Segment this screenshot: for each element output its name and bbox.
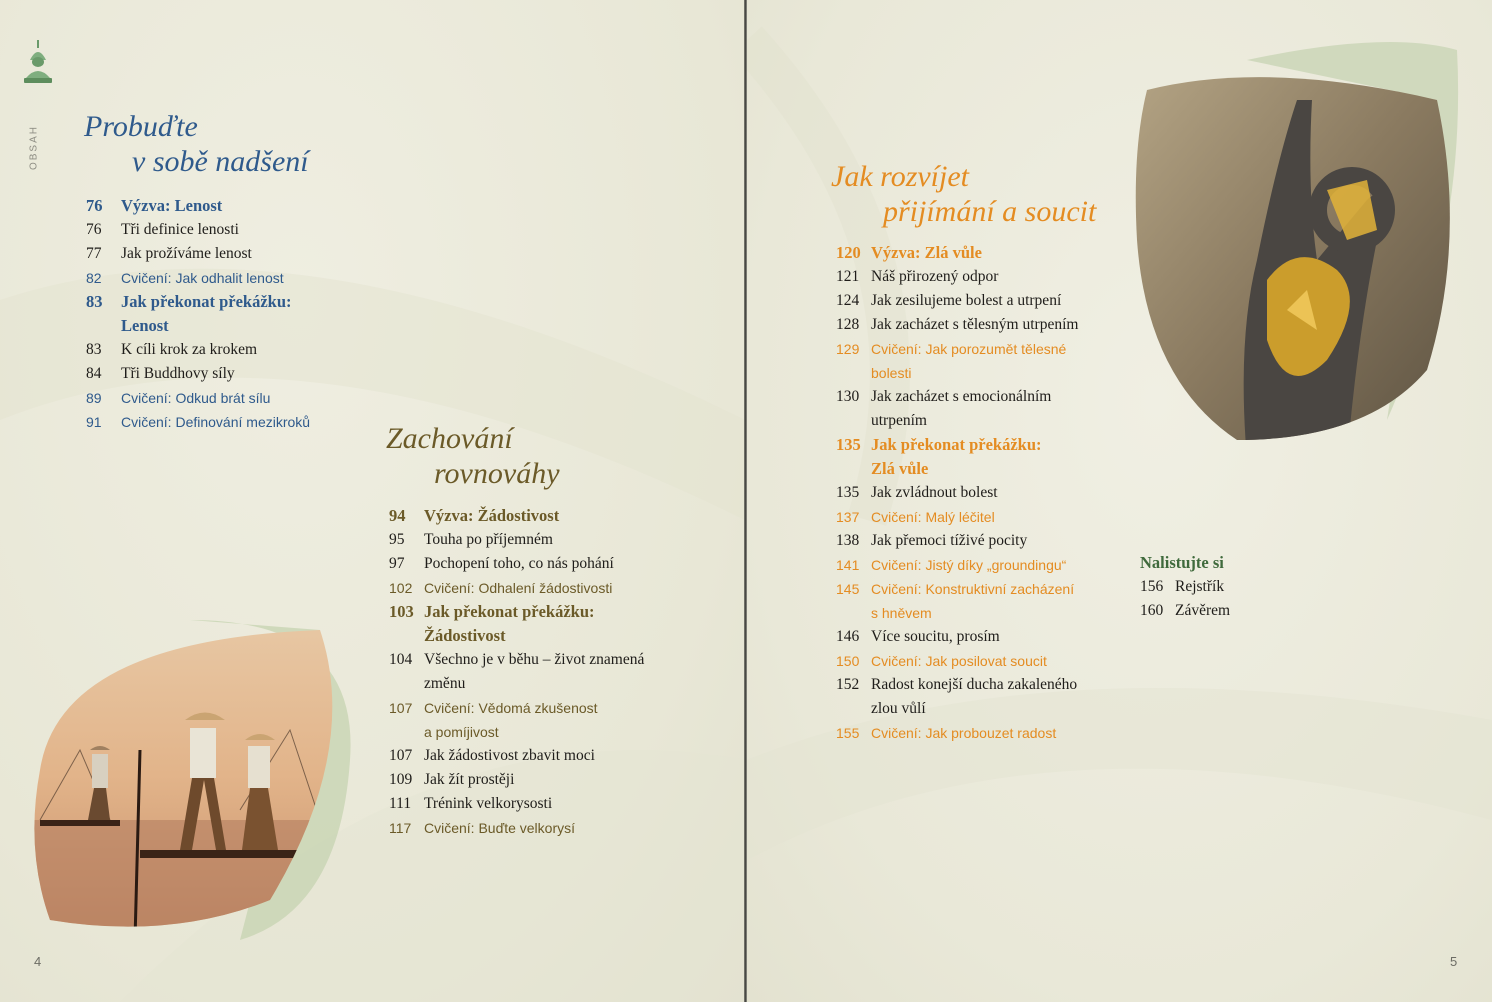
toc-page-number: 94: [389, 506, 406, 525]
toc-page-number: 84: [86, 365, 102, 382]
toc-page-number: 77: [86, 245, 102, 262]
toc-entry-title: zlou vůlí: [871, 700, 926, 717]
toc-page-number: 156: [1140, 578, 1164, 595]
toc-list-compassion: [836, 241, 1126, 745]
toc-entry: [86, 314, 386, 338]
toc-entry: [836, 481, 1126, 505]
toc-entry-title: Pochopení toho, co nás pohání: [424, 555, 614, 572]
toc-entry: [836, 361, 1126, 385]
toc-page-number: 109: [389, 771, 413, 788]
toc-entry: [389, 720, 719, 744]
toc-page-number: 138: [836, 532, 860, 549]
toc-page-number: 83: [86, 292, 103, 311]
toc-page-number: 107: [389, 747, 413, 764]
toc-entry: [389, 816, 719, 840]
toc-entry: [836, 457, 1126, 481]
toc-page-number: 89: [86, 390, 102, 406]
section-title-line2: přijímání a soucit: [883, 194, 1097, 228]
toc-page-number: 130: [836, 388, 860, 405]
toc-entry-title: změnu: [424, 675, 466, 692]
toc-entry-title: Cvičení: Jak odhalit lenost: [121, 270, 284, 286]
toc-page-number: 107: [389, 700, 413, 716]
toc-entry: [389, 504, 719, 528]
toc-entry-title: Lenost: [121, 316, 169, 335]
right-page: [747, 0, 1492, 1002]
toc-entry-title: Jak překonat překážku:: [121, 292, 292, 311]
toc-entry-title: s hněvem: [871, 605, 932, 621]
toc-entry-title: Žádostivost: [424, 626, 506, 645]
toc-entry: [836, 721, 1126, 745]
toc-entry: [836, 577, 1126, 601]
toc-entry-title: a pomíjivost: [424, 724, 499, 740]
toc-list-enthusiasm: [86, 194, 386, 434]
toc-entry-title: Jak překonat překážku:: [871, 435, 1042, 454]
toc-page-number: 135: [836, 435, 861, 454]
toc-entry-title: Cvičení: Jak probouzet radost: [871, 725, 1057, 741]
toc-list-appendix: [1140, 575, 1320, 623]
toc-page-number: 76: [86, 196, 103, 215]
toc-page-number: 160: [1140, 602, 1164, 619]
toc-entry: [86, 266, 386, 290]
toc-page-number: 76: [86, 221, 102, 238]
toc-page-number: 103: [389, 602, 414, 621]
toc-page-number: 128: [836, 316, 860, 333]
toc-entry-title: Jak zacházet s emocionálním: [871, 388, 1052, 405]
toc-entry-title: Více soucitu, prosím: [871, 628, 1000, 645]
toc-entry-title: Výzva: Zlá vůle: [871, 243, 982, 262]
page-number-left: 4: [34, 954, 42, 969]
toc-entry-title: Tři definice lenosti: [121, 221, 239, 238]
toc-entry-title: Cvičení: Vědomá zkušenost: [424, 700, 598, 716]
toc-entry-title: Cvičení: Odhalení žádostivosti: [424, 580, 613, 596]
toc-page-number: 117: [389, 820, 412, 836]
toc-entry-title: Radost konejší ducha zakaleného: [871, 676, 1078, 693]
toc-page-number: 146: [836, 628, 860, 645]
toc-page-number: 104: [389, 651, 413, 668]
toc-entry: [1140, 575, 1320, 599]
toc-entry: [836, 337, 1126, 361]
toc-page-number: 155: [836, 725, 860, 741]
toc-entry-title: Zlá vůle: [871, 459, 929, 478]
side-label-text: OBSAH: [28, 125, 40, 171]
side-label: [24, 122, 44, 182]
toc-page-number: 124: [836, 292, 860, 309]
toc-entry-title: Všechno je v běhu – život znamená: [424, 651, 645, 668]
toc-list-balance: [389, 504, 719, 840]
section-title-enthusiasm: [84, 110, 309, 179]
appendix-block: [1140, 551, 1320, 623]
section-title-line2: rovnováhy: [434, 456, 560, 490]
toc-page-number: 82: [86, 270, 102, 286]
toc-entry-title: Jak překonat překážku:: [424, 602, 595, 621]
left-page: [0, 0, 745, 1002]
toc-entry: [836, 385, 1126, 409]
toc-page-number: 152: [836, 676, 860, 693]
toc-entry: [86, 338, 386, 362]
toc-entry: [389, 672, 719, 696]
toc-entry: [836, 529, 1126, 553]
toc-entry: [86, 386, 386, 410]
toc-entry-title: Cvičení: Jak posilovat soucit: [871, 653, 1047, 669]
toc-page-number: 83: [86, 341, 102, 358]
toc-entry: [86, 410, 386, 434]
toc-entry-title: K cíli krok za krokem: [121, 341, 258, 358]
toc-entry: [836, 433, 1126, 457]
toc-entry: [389, 648, 719, 672]
section-title-balance: [386, 422, 560, 491]
toc-entry-title: Výzva: Lenost: [121, 196, 223, 215]
toc-entry: [836, 625, 1126, 649]
toc-entry-title: utrpením: [871, 412, 927, 429]
toc-entry: [389, 600, 719, 624]
toc-entry-title: Jak zvládnout bolest: [871, 484, 998, 501]
toc-entry-title: Jak přemoci tíživé pocity: [871, 532, 1028, 549]
appendix-title: Nalistujte si: [1140, 553, 1224, 572]
toc-entry-title: Touha po příjemném: [424, 531, 553, 548]
toc-entry-title: Jak zacházet s tělesným utrpením: [871, 316, 1079, 333]
toc-entry-title: Výzva: Žádostivost: [424, 506, 560, 525]
toc-entry-title: Trénink velkorysosti: [424, 795, 553, 812]
section-title-compassion: [831, 160, 1096, 229]
toc-entry-title: bolesti: [871, 365, 912, 381]
toc-entry: [836, 313, 1126, 337]
toc-entry: [86, 218, 386, 242]
toc-entry: [389, 696, 719, 720]
toc-page-number: 95: [389, 531, 405, 548]
toc-entry-title: Cvičení: Malý léčitel: [871, 509, 995, 525]
page-number-right: 5: [1450, 954, 1458, 969]
toc-entry-title: Jak zesilujeme bolest a utrpení: [871, 292, 1062, 309]
toc-entry-title: Cvičení: Odkud brát sílu: [121, 390, 271, 406]
toc-entry-title: Jak žít prostěji: [424, 771, 515, 788]
toc-page-number: 150: [836, 653, 860, 669]
toc-entry: [836, 649, 1126, 673]
toc-entry: [389, 624, 719, 648]
toc-entry: [389, 576, 719, 600]
section-title-line1: Probuďte: [84, 110, 198, 143]
toc-page-number: 120: [836, 243, 861, 262]
toc-entry: [389, 792, 719, 816]
toc-entry-title: Cvičení: Jistý díky „groundingu“: [871, 557, 1067, 573]
toc-page-number: 141: [836, 557, 860, 573]
toc-entry-title: Jak žádostivost zbavit moci: [424, 747, 595, 764]
toc-entry-title: Cvičení: Jak porozumět tělesné: [871, 341, 1067, 357]
toc-page-number: 135: [836, 484, 860, 501]
toc-entry-title: Závěrem: [1175, 602, 1231, 619]
section-title-line1: Zachování: [386, 422, 513, 455]
toc-entry: [86, 362, 386, 386]
toc-entry: [836, 673, 1126, 697]
toc-entry-title: Náš přirozený odpor: [871, 268, 999, 285]
toc-entry: [836, 601, 1126, 625]
toc-entry-title: Jak prožíváme lenost: [121, 245, 252, 262]
toc-entry: [389, 744, 719, 768]
section-title-line2: v sobě nadšení: [132, 144, 309, 178]
toc-entry: [1140, 599, 1320, 623]
golden-hand-photo: [1127, 40, 1467, 460]
toc-entry-title: Cvičení: Konstruktivní zacházení: [871, 581, 1075, 597]
toc-entry-title: Tři Buddhovy síly: [121, 365, 235, 382]
toc-page-number: 129: [836, 341, 860, 357]
toc-page-number: 97: [389, 555, 405, 572]
toc-page-number: 121: [836, 268, 860, 285]
buddha-stupa-icon: [20, 38, 56, 86]
toc-entry: [836, 553, 1126, 577]
toc-page-number: 102: [389, 580, 413, 596]
toc-page-number: 111: [389, 795, 412, 812]
toc-entry-title: Rejstřík: [1175, 578, 1225, 595]
section-title-line1: Jak rozvíjet: [831, 160, 970, 193]
toc-entry: [86, 290, 386, 314]
boatmen-photo: [20, 610, 360, 940]
toc-page-number: 137: [836, 509, 860, 525]
toc-entry: [836, 409, 1126, 433]
toc-page-number: 91: [86, 414, 102, 430]
toc-entry: [389, 768, 719, 792]
toc-entry-title: Cvičení: Buďte velkorysí: [424, 820, 575, 836]
toc-entry: [389, 528, 719, 552]
toc-page-number: 145: [836, 581, 860, 597]
toc-entry: [836, 697, 1126, 721]
toc-entry: [836, 289, 1126, 313]
toc-entry: [86, 242, 386, 266]
toc-entry: [836, 241, 1126, 265]
toc-entry: [836, 265, 1126, 289]
toc-entry-title: Cvičení: Definování mezikroků: [121, 414, 311, 430]
toc-entry: [836, 505, 1126, 529]
toc-entry: [86, 194, 386, 218]
toc-entry: [389, 552, 719, 576]
